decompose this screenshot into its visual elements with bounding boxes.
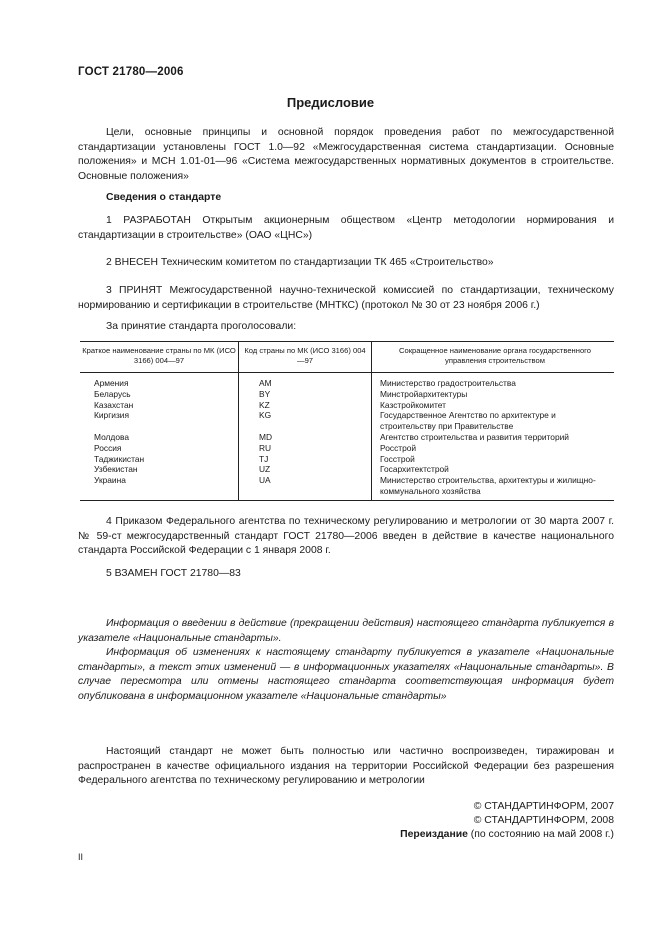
cell-code: AM [239, 373, 372, 389]
item-2 [78, 256, 614, 271]
copyright-line-2007: © СТАНДАРТИНФОРМ, 2007 [473, 801, 614, 812]
table-row [80, 400, 614, 411]
cell-code: KG [239, 410, 372, 432]
cell-country: Молдова [80, 432, 239, 443]
cell-country: Узбекистан [80, 464, 239, 475]
col-header-code: Код страны по МК (ИСО 3166) 004—97 [239, 342, 372, 373]
cell-body: Госархитектстрой [380, 464, 449, 475]
copyright-line-2008: © СТАНДАРТИНФОРМ, 2008 [473, 815, 614, 826]
info-paragraph-2: Информация об изменениях к настоящему стандарту публикуется в указателе «Национальные стандарты», а текст этих изменений — в информационных указателях «Национальные стандарты». В случае пересмотра или отмены настоящего стандарта соответствующая информация будет опубликована в информационном указателе «Национальные стандарты» [78, 647, 614, 702]
cell-country: Таджикистан [80, 454, 239, 465]
cell-body: Министерство градостроительства [380, 378, 516, 388]
page-number: II [78, 852, 84, 862]
cell-country: Армения [80, 373, 239, 389]
cell-country: Казахстан [80, 400, 239, 411]
intro-text: Цели, основные принципы и основной порядок проведения работ по межгосударственной стандартизации установлены ГОСТ 1.0—92 «Межгосударственная система стандартизации. Основные положения» и МСН 1.01-01—96 «Система межгосударственных нормативных документов в строительстве. Основные положения» [78, 127, 614, 182]
cell-code: BY [239, 389, 372, 400]
cell-code: TJ [239, 454, 372, 465]
notice-text: Настоящий стандарт не может быть полностью или частично воспроизведен, тиражирован и распространен в качестве официального издания на территории Российской Федерации без разрешения Федерального агентства по техническому регулированию и метрологии [78, 746, 614, 787]
cell-body: Госстрой [380, 453, 415, 464]
table-row [80, 432, 614, 443]
table-row [80, 373, 614, 389]
reissue-label: Переиздание [400, 829, 468, 840]
info-paragraph-1: Информация о введении в действие (прекращении действия) настоящего стандарта публикуется в указателе «Национальные стандарты». [78, 618, 614, 644]
table-row [80, 464, 614, 475]
voted-label: За принятие стандарта проголосовали: [106, 321, 297, 332]
section-heading: Сведения о стандарте [106, 192, 222, 203]
table-row [80, 475, 614, 500]
cell-body: Росстрой [380, 442, 417, 453]
item-3 [78, 284, 614, 313]
cell-body: Министерство строительства, архитектуры и жилищно-коммунального хозяйства [372, 475, 615, 500]
vote-table-header-row [80, 342, 614, 373]
page-title: Предисловие [286, 95, 375, 110]
col-header-country: Краткое наименование страны по МК (ИСО 3166) 004—97 [80, 342, 239, 373]
document-header: ГОСТ 21780—2006 [78, 66, 184, 78]
cell-code: MD [239, 432, 372, 443]
cell-country: Киргизия [80, 410, 239, 432]
cell-country: Россия [80, 443, 239, 454]
cell-body: Агентство строительства и развития территорий [380, 431, 569, 442]
item-1 [78, 214, 614, 243]
item-3-text: 3 ПРИНЯТ Межгосударственной научно-технической комиссией по стандартизации, техническому нормированию и сертификации в строительстве (МНТКС) (протокол № 30 от 23 ноября 2006 г.) [78, 285, 614, 311]
cell-country: Украина [80, 475, 239, 500]
table-row [80, 410, 614, 432]
item-5 [78, 567, 614, 582]
copyright-block [300, 800, 614, 842]
item-1-text: 1 РАЗРАБОТАН Открытым акционерным обществом «Центр методологии нормирования и стандартизации в строительстве» (ОАО «ЦНС») [78, 215, 614, 241]
table-row [80, 443, 614, 454]
col-header-body: Сокращенное наименование органа государственного управления строительством [372, 342, 615, 373]
item-4 [78, 515, 614, 559]
cell-code: KZ [239, 400, 372, 411]
cell-body: Государственное Агентство по архитектуре и строительству при Правительстве [380, 410, 556, 432]
reissue-note: (по состоянию на май 2008 г.) [467, 829, 614, 840]
item-2-text: 2 ВНЕСЕН Техническим комитетом по стандартизации ТК 465 «Строительство» [106, 257, 494, 268]
cell-code: UA [239, 475, 372, 500]
copyright-notice [78, 745, 614, 789]
cell-body: Минстройархитектуры [380, 388, 468, 399]
vote-table [80, 341, 614, 501]
intro-paragraph [78, 126, 614, 184]
cell-country: Беларусь [80, 389, 239, 400]
item-5-text: 5 ВЗАМЕН ГОСТ 21780—83 [106, 568, 241, 579]
info-block [78, 617, 614, 705]
cell-code: UZ [239, 464, 372, 475]
cell-code: RU [239, 443, 372, 454]
item-4-text: 4 Приказом Федерального агентства по техническому регулированию и метрологии от 30 марта 2007 г. № 59-ст межгосударственный стандарт ГОСТ 21780—2006 введен в действие в качестве национального стандарта Российской Федерации с 1 января 2008 г. [78, 516, 614, 557]
cell-body: Казстройкомитет [380, 399, 447, 410]
table-row [80, 389, 614, 400]
table-row [80, 454, 614, 465]
reissue-line [300, 828, 614, 842]
